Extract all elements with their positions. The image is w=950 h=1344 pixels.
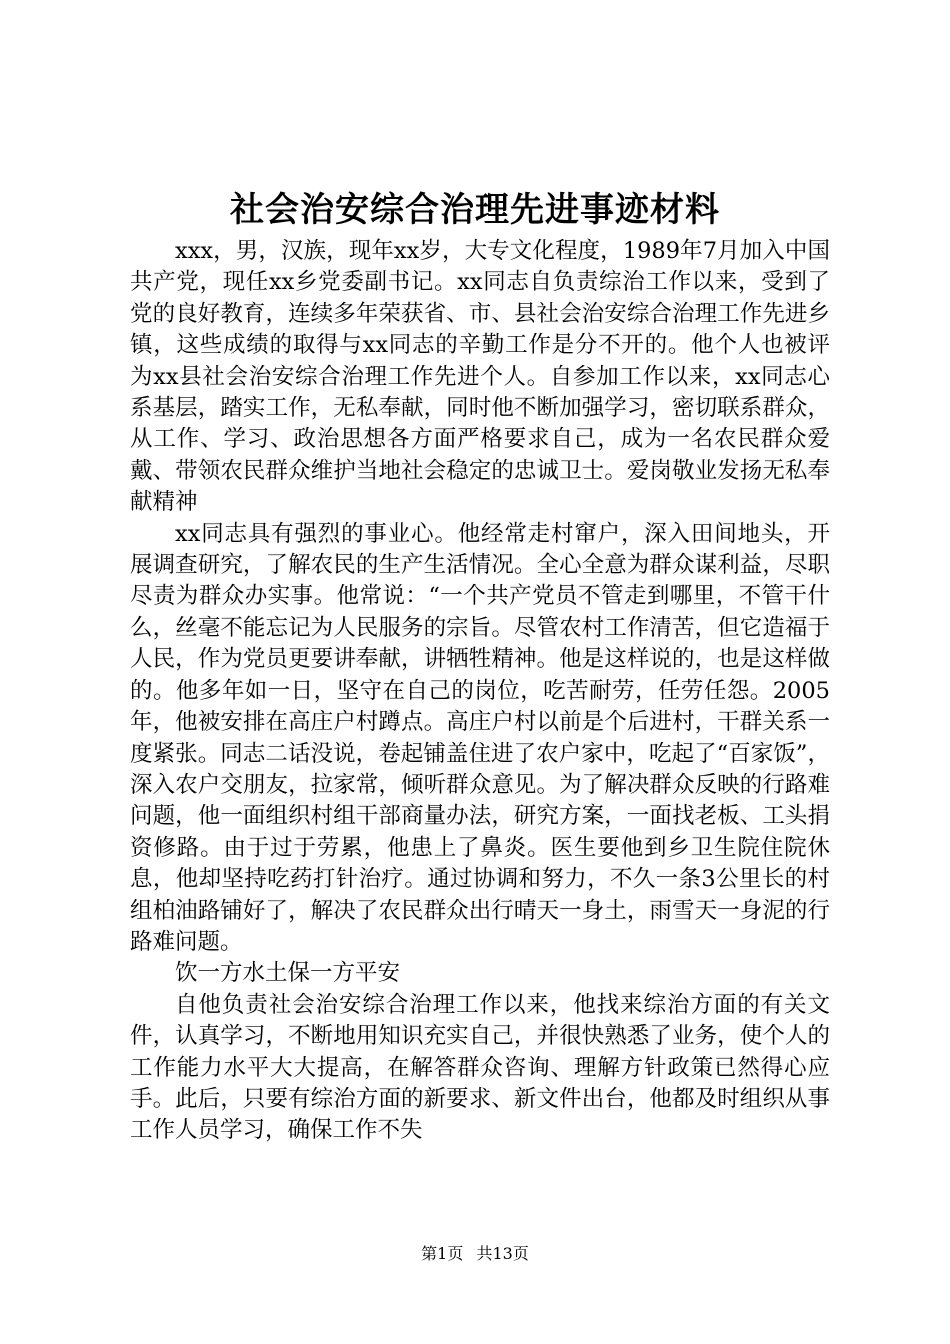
- page-footer: [0, 1242, 950, 1266]
- section-heading: 饮一方水土保一方平安: [175, 960, 401, 987]
- page-number-total: 共13页: [476, 1244, 529, 1263]
- paragraph-dedication: xx同志具有强烈的事业心。他经常走村窜户，深入田间地头，开展调查研究，了解农民的生产生活情况。全心全意为群众谋利益，尽职尽责为群众办实事。他常说：“一个共产党员不管走到哪里，不管干什么，丝毫不能忘记为人民服务的宗旨。尽管农村工作清苦，但它造福于人民，作为党员更要讲奉献，讲牺牲精神。他是这样说的，也是这样做的。他多年如一日，坚守在自己的岗位，吃苦耐劳，任劳任怨。2005年，他被安排在高庄户村蹲点。高庄户村以前是个后进村，干群关系一度紧张。同志二话没说，卷起铺盖住进了农户家中，吃起了“百家饭”，深入农户交朋友，拉家常，倾听群众意见。为了解决群众反映的行路难问题，他一面组织村组干部商量办法，研究方案，一面找老板、工头捐资修路。由于过于劳累，他患上了鼻炎。医生要他到乡卫生院住院休息，他却坚持吃药打针治疗。通过协调和努力，不久一条3公里长的村组柏油路铺好了，解决了农民群众出行晴天一身土，雨雪天一身泥的行路难问题。: [130, 520, 830, 955]
- page-number-current: 第1页: [421, 1244, 464, 1263]
- document-body: [130, 236, 830, 1147]
- document-title: 社会治安综合治理先进事迹材料: [230, 190, 720, 230]
- paragraph-intro: xxx，男，汉族，现年xx岁，大专文化程度，1989年7月加入中国共产党，现任xx乡党委副书记。xx同志自负责综治工作以来，受到了党的良好教育，连续多年荣获省、市、县社会治安综合治理工作先进乡镇，这些成绩的取得与xx同志的辛勤工作是分不开的。他个人也被评为xx县社会治安综合治理工作先进个人。自参加工作以来，xx同志心系基层，踏实工作，无私奉献，同时他不断加强学习，密切联系群众，从工作、学习、政治思想各方面严格要求自己，成为一名农民群众爱戴、带领农民群众维护当地社会稳定的忠诚卫士。爱岗敬业发扬无私奉献精神: [130, 238, 830, 516]
- paragraph-security-work: 自他负责社会治安综合治理工作以来，他找来综治方面的有关文件，认真学习，不断地用知识充实自己，并很快熟悉了业务，使个人的工作能力水平大大提高，在解答群众咨询、理解方针政策已然得心应手。此后，只要有综治方面的新要求、新文件出台，他都及时组织从事工作人员学习，确保工作不失: [130, 991, 830, 1144]
